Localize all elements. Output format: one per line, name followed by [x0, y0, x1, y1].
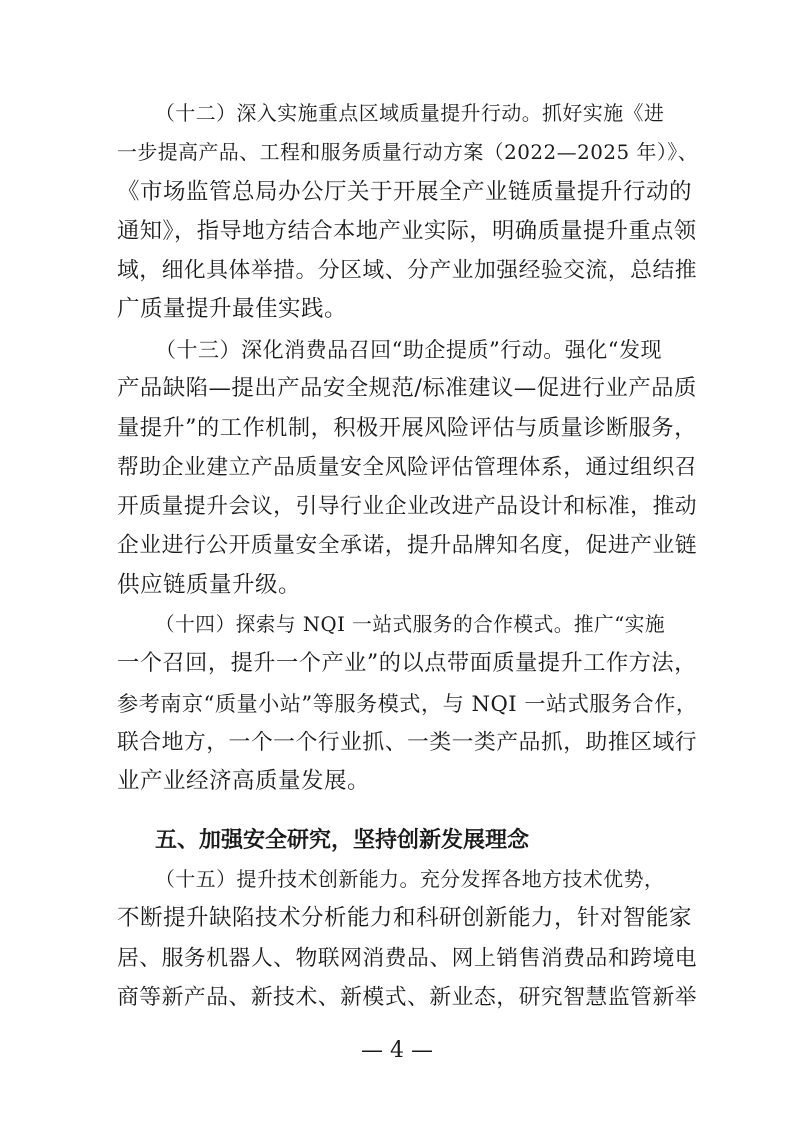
paragraph-line: 广质量提升最佳实践。: [117, 296, 348, 323]
paragraph-line: （十五）提升技术创新能力。充分发挥各地方技术优势，: [155, 868, 665, 891]
paragraph-line: 《市场监管总局办公厅关于开展全产业链质量提升行动的: [117, 178, 693, 205]
paragraph-line: 居、服务机器人、物联网消费品、网上销售消费品和跨境电: [117, 945, 698, 971]
paragraph-line: 不断提升缺陷技术分析能力和科研创新能力，针对智能家: [117, 905, 693, 932]
paragraph-14: [117, 605, 697, 801]
paragraph-line: 一步提高产品、工程和服务质量行动方案（2022—2025 年）》、: [117, 141, 699, 165]
paragraph-line: 供应链质量升级。: [117, 571, 302, 598]
paragraph-13: [117, 330, 697, 605]
paragraph-line: 通知》，指导地方结合本地产业实际，明确质量提升重点领: [117, 217, 697, 244]
paragraph-line: 企业进行公开质量安全承诺，提升品牌知名度，促进产业链: [117, 533, 698, 559]
paragraph-line: 产品缺陷—提出产品安全规范/标准建议—促进行业产品质: [117, 375, 697, 402]
paragraph-line: 域，细化具体举措。分区域、分产业加强经验交流，总结推: [117, 258, 698, 284]
paragraph-line: 一个召回，提升一个产业”的以点带面质量提升工作方法，: [117, 650, 697, 677]
paragraph-line: 帮助企业建立产品质量安全风险评估管理体系，通过组织召: [117, 454, 698, 480]
paragraph-line: （十四）探索与 NQI 一站式服务的合作模式。推广“实施: [155, 613, 666, 636]
paragraph-line: 业产业经济高质量发展。: [117, 768, 371, 795]
page-number: — 4 —: [361, 1038, 433, 1063]
paragraph-12: [117, 94, 697, 330]
paragraph-line: （十二）深入实施重点区域质量提升行动。抓好实施《进: [155, 102, 665, 125]
paragraph-line: 参考南京“质量小站”等服务模式，与 NQI 一站式服务合作，: [117, 690, 698, 716]
paragraph-line: 商等新产品、新技术、新模式、新业态，研究智慧监管新举: [117, 984, 698, 1010]
paragraph-line: 量提升”的工作机制，积极开展风险评估与质量诊断服务，: [117, 414, 697, 441]
paragraph-15: [117, 860, 697, 1017]
section-heading: 五、加强安全研究，坚持创新发展理念: [155, 828, 530, 853]
paragraph-line: 联合地方，一个一个行业抓、一类一类产品抓，助推区域行: [117, 729, 698, 755]
paragraph-line: 开质量提升会议，引导行业企业改进产品设计和标准，推动: [117, 494, 698, 520]
paragraph-line: （十三）深化消费品召回“助企提质”行动。强化“发现: [155, 337, 663, 362]
